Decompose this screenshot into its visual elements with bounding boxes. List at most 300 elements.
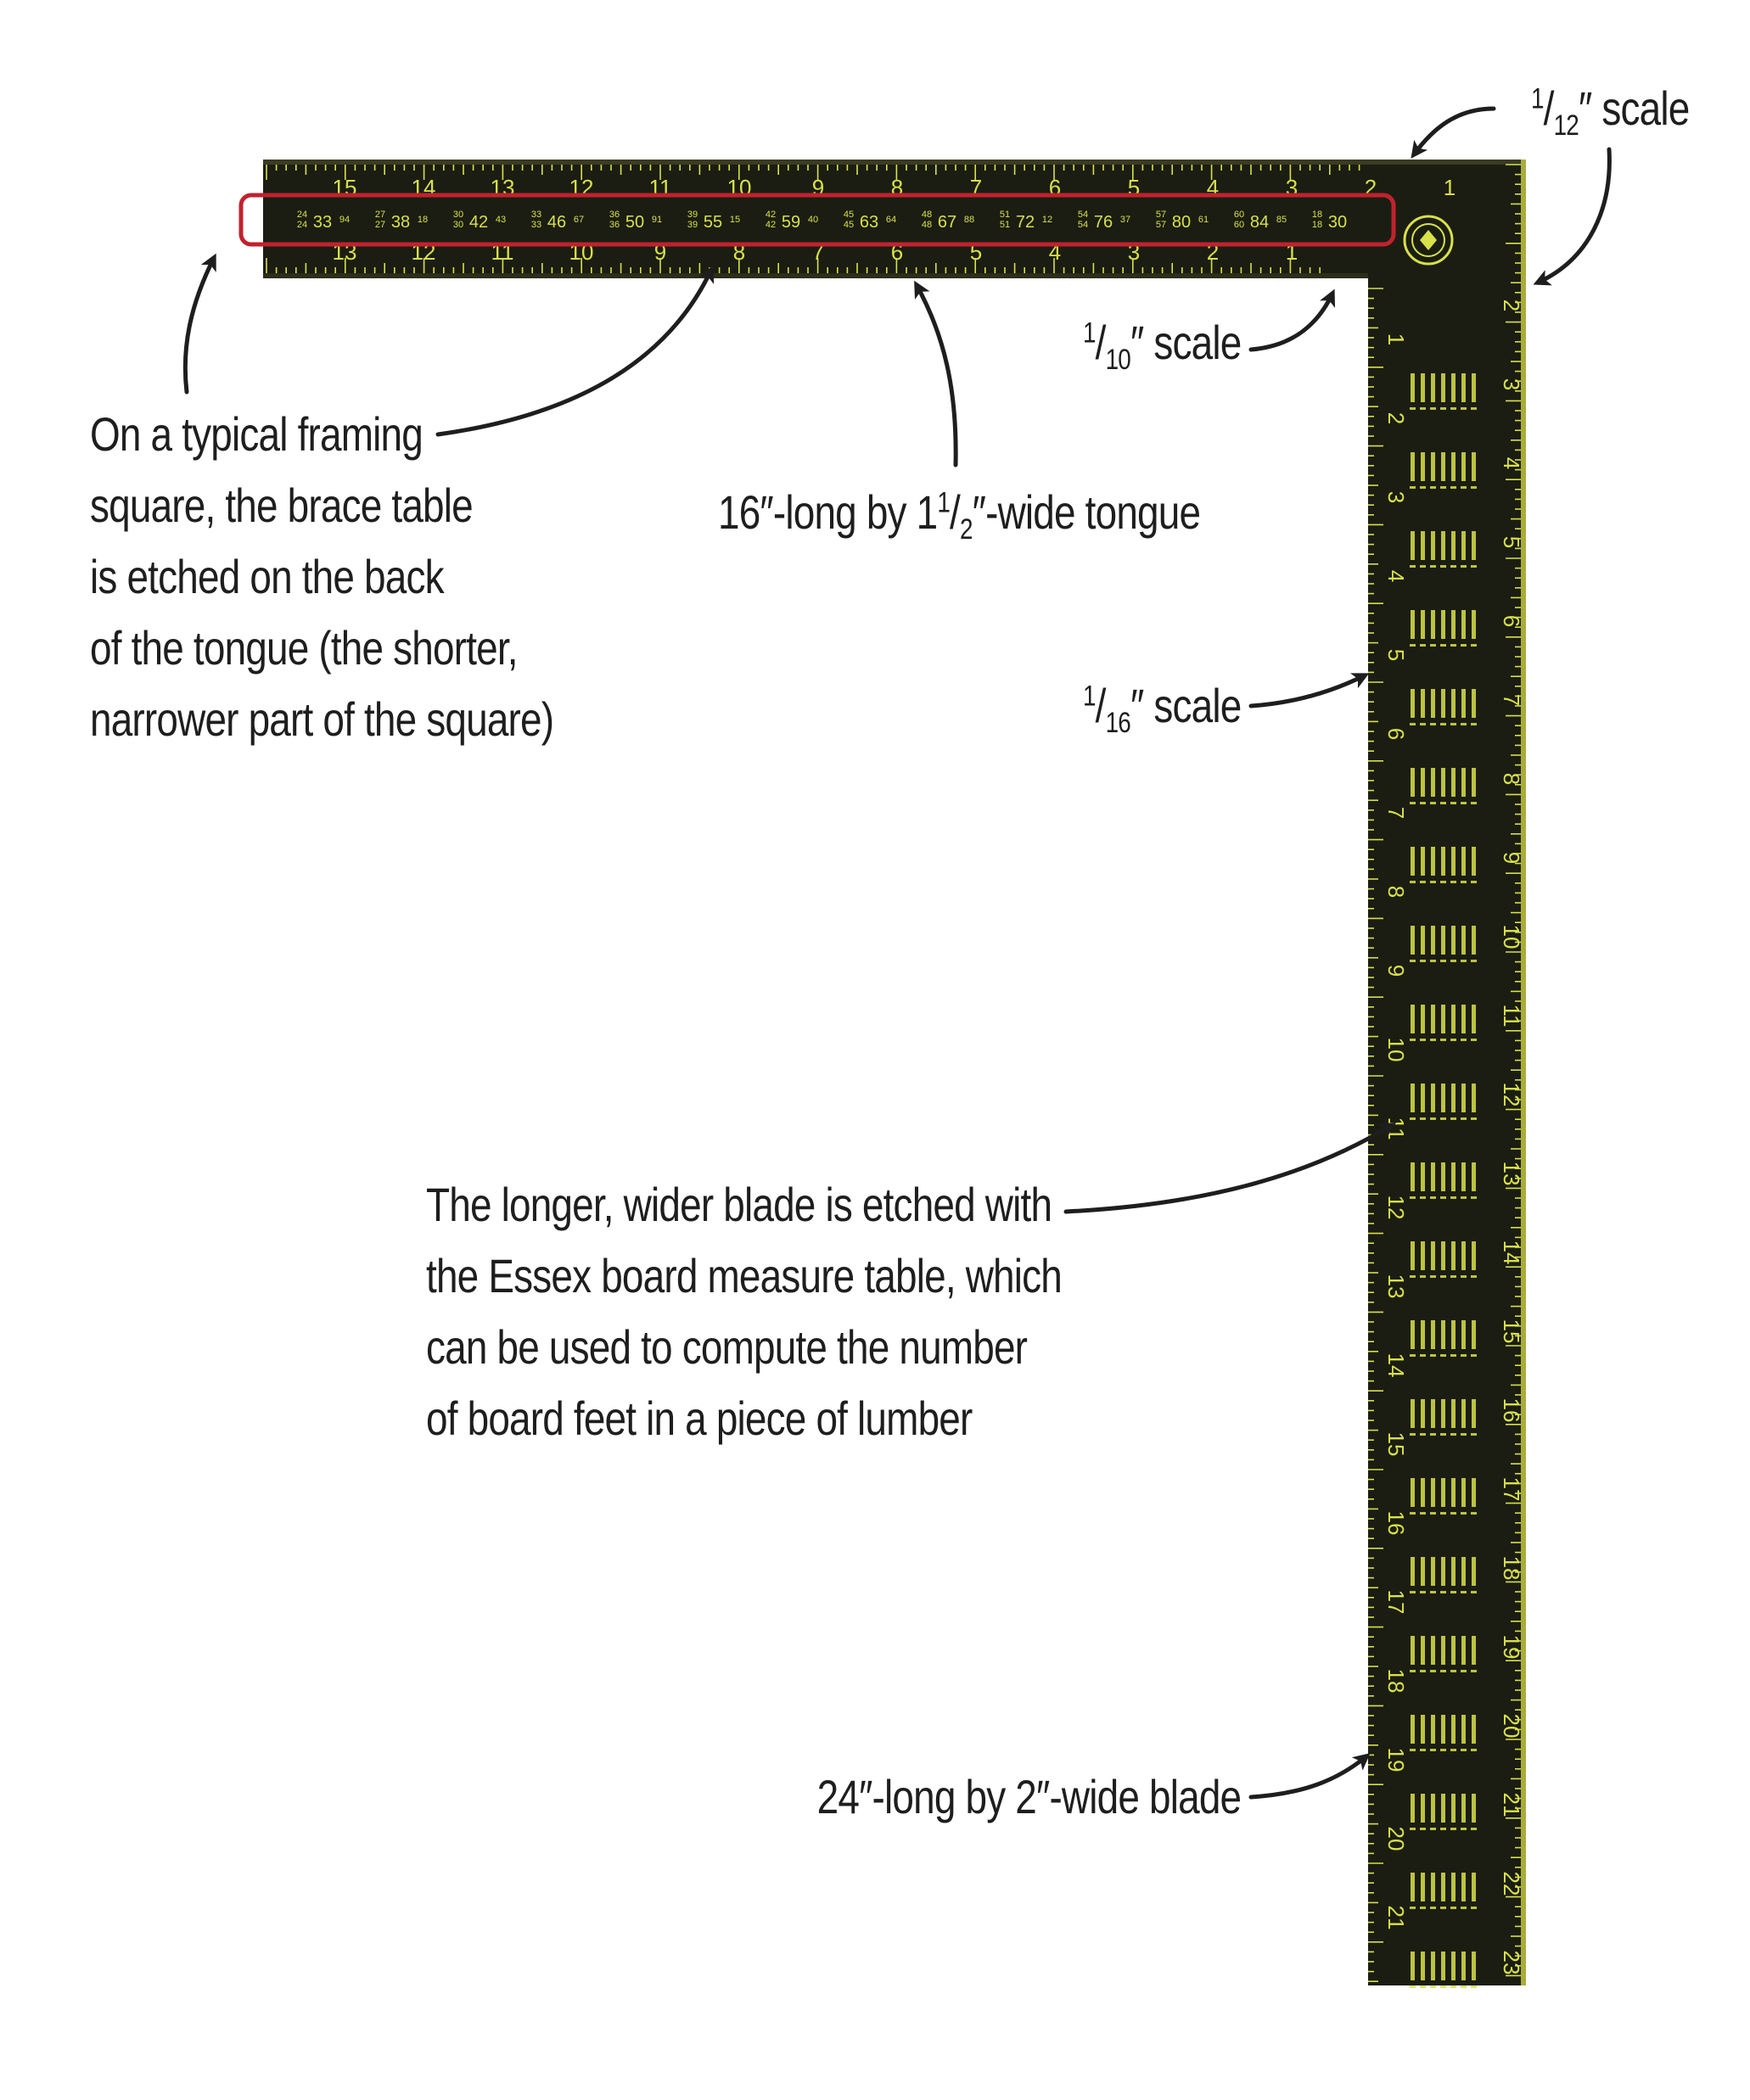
essex-table-column [1461,1320,1466,1349]
essex-table-mark [1461,1039,1467,1041]
essex-table-mark [1420,1828,1426,1830]
essex-table-column [1441,1005,1445,1033]
essex-table-column [1421,689,1425,718]
essex-table-column [1472,1241,1476,1270]
essex-table-mark [1430,1354,1436,1357]
scale-number: 12 [1499,1082,1524,1107]
brace-run: 60 [1233,220,1245,230]
scale-number: 10 [726,175,752,200]
essex-note-line: The longer, wider blade is etched with [426,1178,1052,1231]
essex-table-column [1461,689,1466,718]
essex-table-column [1421,1399,1425,1428]
essex-table-column [1472,373,1476,402]
essex-table-column [1421,926,1425,955]
essex-table-mark [1430,486,1436,489]
brace-fraction: 12 [1041,215,1053,225]
essex-table-column [1472,1873,1476,1901]
brace-run: 30 [452,220,464,230]
essex-table-mark [1461,1591,1467,1593]
essex-table-column [1461,1715,1466,1744]
essex-table-mark [1440,1354,1446,1357]
essex-table-column [1431,1162,1435,1191]
essex-table-column [1441,847,1445,876]
scale-number: 2 [1383,412,1409,425]
essex-table-mark [1471,1828,1477,1830]
brace-run: 36 [609,210,620,220]
essex-table-column [1472,1320,1476,1349]
essex-table-mark [1440,960,1446,962]
essex-table-column [1431,1952,1435,1980]
essex-table-column [1431,1794,1435,1823]
essex-table-mark [1471,1670,1477,1672]
essex-table-column [1431,1241,1435,1270]
essex-table-column [1461,1399,1466,1428]
essex-table-mark [1450,565,1456,568]
essex-table-mark [1440,723,1446,725]
essex-table-mark [1440,1828,1446,1830]
essex-table-column [1411,1557,1415,1586]
scale-number: 1 [1285,239,1298,265]
brace-run: 60 [1233,210,1245,220]
essex-table-mark [1410,723,1416,725]
essex-table-column [1411,1241,1415,1270]
brace-note-line: is etched on the back [90,550,444,603]
brace-run: 27 [374,220,386,230]
scale-number: 4 [1383,569,1409,583]
essex-table-column [1421,452,1425,481]
essex-table-mark [1471,565,1477,568]
brace-table-note [90,399,553,755]
essex-table-mark [1461,802,1467,804]
essex-table-mark [1420,1985,1426,1988]
essex-table-mark [1420,1591,1426,1593]
scale-number: 4 [1499,456,1524,470]
brace-run: 51 [999,210,1011,220]
scale-number: 9 [1383,964,1409,977]
scale-number: 16 [1383,1510,1409,1536]
scale-number: 6 [890,239,904,265]
arrow-scale-16 [1251,675,1365,706]
essex-table-column [1411,1873,1415,1901]
essex-table-column [1461,452,1466,481]
essex-table-column [1441,1794,1445,1823]
scale-number: 15 [1383,1431,1409,1457]
scale-number: 7 [969,175,983,200]
essex-table-column [1461,1557,1466,1586]
essex-table-mark [1471,1907,1477,1909]
essex-table-mark [1471,802,1477,804]
scale-number: 3 [1499,378,1524,391]
essex-table-mark [1461,644,1467,647]
essex-table-mark [1420,1907,1426,1909]
essex-table-mark [1420,881,1426,883]
essex-table-mark [1440,802,1446,804]
essex-note-line: the Essex board measure table, which [426,1249,1062,1302]
essex-table-column [1441,452,1445,481]
scale-number: 5 [969,239,983,265]
scale-number: 3 [1285,175,1298,200]
essex-table-mark [1461,881,1467,883]
essex-table-mark [1430,1591,1436,1593]
essex-table-column [1451,1636,1456,1665]
essex-table-mark [1420,960,1426,962]
arrow-brace-table [185,258,214,392]
scale-number: 7 [1383,806,1409,820]
blade-left-scale-numbers [1383,333,1409,1930]
essex-table-mark [1461,1433,1467,1436]
brace-run: 33 [530,220,542,230]
scale-number: 4 [1048,239,1062,265]
essex-table-mark [1420,802,1426,804]
essex-table-mark [1430,723,1436,725]
essex-table-column [1441,1399,1445,1428]
essex-table-column [1441,373,1445,402]
essex-table-mark [1471,1985,1477,1988]
essex-table-mark [1450,802,1456,804]
essex-table-mark [1450,881,1456,883]
essex-table-column [1472,531,1476,560]
essex-table-mark [1410,1591,1416,1593]
brace-fraction: 85 [1276,215,1287,225]
essex-table-column [1461,1636,1466,1665]
essex-table-mark [1430,565,1436,568]
essex-table-column [1441,1873,1445,1901]
essex-table-mark [1450,644,1456,647]
scale-number: 18 [1499,1555,1524,1581]
essex-table-column [1461,373,1466,402]
scale-number: 11 [648,175,672,200]
blade-body [1368,160,1526,1985]
brace-run: 51 [999,220,1011,230]
essex-table-column [1451,1715,1456,1744]
brace-run: 24 [296,210,308,220]
essex-table-mark [1430,881,1436,883]
scale-number: 13 [490,175,515,200]
essex-table-mark [1410,881,1416,883]
scale-number: 2 [1499,299,1524,312]
essex-table-mark [1440,1985,1446,1988]
scale-number: 1 [1443,175,1456,200]
essex-table-mark [1461,565,1467,568]
brace-run: 27 [374,210,386,220]
essex-table-mark [1410,960,1416,962]
scale-12-callout: $^1/_{12}''$ scale [1530,81,1689,143]
essex-table-column [1461,610,1466,639]
essex-table-column [1461,1873,1466,1901]
scale-number: 17 [1499,1476,1524,1502]
essex-table-column [1441,689,1445,718]
brace-fraction: 37 [1119,215,1131,225]
essex-table-column [1421,1162,1425,1191]
essex-table-mark [1440,1433,1446,1436]
essex-table-mark [1461,1512,1467,1515]
scale-number: 11 [491,239,514,265]
brace-note-line: of the tongue (the shorter, [90,621,518,675]
essex-table-mark [1450,1985,1456,1988]
essex-table-column [1472,1557,1476,1586]
essex-table-mark [1420,1275,1426,1278]
brace-run: 57 [1155,210,1167,220]
essex-table-column [1461,1162,1466,1191]
essex-table-mark [1410,1117,1416,1120]
scale-number: 2 [1206,239,1220,265]
brace-run: 18 [1311,220,1323,230]
essex-table-mark [1420,644,1426,647]
essex-table-column [1472,1399,1476,1428]
brace-note-line: narrower part of the square) [90,692,554,746]
essex-table-column [1451,373,1456,402]
essex-table-column [1461,1241,1466,1270]
essex-table-column [1451,847,1456,876]
scale-number: 3 [1383,490,1409,504]
essex-table-column [1472,452,1476,481]
scale-number: 12 [1383,1195,1409,1220]
brace-value: 50 [625,213,645,232]
essex-table-mark [1430,1907,1436,1909]
essex-table-column [1451,689,1456,718]
essex-table-column [1461,1952,1466,1980]
essex-table-mark [1450,1433,1456,1436]
essex-table-column [1472,689,1476,718]
essex-table-column [1411,452,1415,481]
tongue-size-callout: 16″-long by $1^1/_2''$-wide tongue [718,485,1201,546]
essex-table-column [1461,531,1466,560]
arrow-scale-12-blade [1538,149,1609,283]
brace-value: 76 [1093,213,1113,232]
essex-table-mark [1471,881,1477,883]
essex-table-mark [1410,1985,1416,1988]
scale-number: 23 [1499,1950,1524,1975]
scale-number: 10 [1383,1037,1409,1062]
brace-run: 39 [687,220,698,230]
essex-table-column [1472,1162,1476,1191]
brace-fraction: 64 [885,215,897,225]
scale-number: 20 [1383,1826,1409,1851]
scale-number: 14 [1383,1352,1409,1378]
brace-note-line: On a typical framing [90,407,423,461]
essex-table-column [1461,1794,1466,1823]
essex-table-mark [1450,723,1456,725]
essex-table-mark [1461,723,1467,725]
essex-table-mark [1440,1039,1446,1041]
essex-table-mark [1410,644,1416,647]
scale-16-callout: $^1/_{16}''$ scale [1082,679,1241,740]
essex-table-column [1411,1952,1415,1980]
scale-10-callout: $^1/_{10}''$ scale [1082,316,1241,377]
scale-number: 20 [1499,1713,1524,1739]
scale-number: 8 [732,239,746,265]
essex-table-column [1411,1162,1415,1191]
essex-table-column [1472,1084,1476,1112]
essex-table-column [1472,610,1476,639]
scale-number: 4 [1206,175,1220,200]
essex-table-mark [1420,486,1426,489]
essex-table-mark [1410,802,1416,804]
scale-number: 15 [1499,1319,1524,1344]
essex-table-column [1411,1794,1415,1823]
brace-note-line: square, the brace table [90,479,473,532]
scale-number: 6 [1499,614,1524,628]
essex-table-mark [1471,960,1477,962]
essex-table-mark [1450,1670,1456,1672]
brace-value: 30 [1327,213,1348,232]
scale-number: 19 [1499,1634,1524,1660]
essex-table-column [1431,452,1435,481]
essex-table-column [1411,1084,1415,1112]
essex-table-mark [1430,802,1436,804]
essex-table-mark [1420,1117,1426,1120]
essex-table-column [1421,1084,1425,1112]
scale-number: 9 [811,175,825,200]
brace-value: 72 [1015,213,1035,232]
essex-table-mark [1410,1749,1416,1751]
essex-table-mark [1440,1670,1446,1672]
essex-table-column [1441,1636,1445,1665]
essex-table-mark [1420,1512,1426,1515]
scale-number: 8 [890,175,904,200]
essex-table-mark [1420,1433,1426,1436]
scale-number: 3 [1127,239,1141,265]
essex-table-mark [1420,723,1426,725]
essex-table-mark [1430,1433,1436,1436]
essex-table-mark [1430,1512,1436,1515]
scale-number: 13 [1499,1161,1524,1186]
essex-table-mark [1410,1433,1416,1436]
essex-table-column [1421,610,1425,639]
essex-table-column [1472,1952,1476,1980]
essex-table-column [1431,1084,1435,1112]
essex-table-mark [1420,1749,1426,1751]
essex-table-column [1421,373,1425,402]
essex-table-mark [1471,1591,1477,1593]
scale-number: 6 [1048,175,1062,200]
scale-number: 17 [1383,1589,1409,1615]
essex-table-mark [1440,1196,1446,1199]
essex-table-mark [1430,1196,1436,1199]
essex-table-mark [1471,486,1477,489]
essex-table-mark [1450,1907,1456,1909]
arrow-scale-12-tongue [1414,109,1494,154]
essex-table-mark [1430,1275,1436,1278]
essex-table-mark [1471,1433,1477,1436]
essex-table-column [1411,1636,1415,1665]
brace-value: 67 [937,213,957,232]
manufacturer-seal-icon [1405,216,1452,264]
essex-table-column [1451,1084,1456,1112]
brace-fraction: 43 [495,215,507,225]
essex-table-column [1431,1005,1435,1033]
essex-table-mark [1461,486,1467,489]
essex-table-mark [1461,1985,1467,1988]
brace-value: 33 [312,213,333,232]
scale-number: 8 [1383,885,1409,899]
essex-table-mark [1430,1985,1436,1988]
brace-fraction: 88 [963,215,975,225]
essex-table-mark [1471,723,1477,725]
essex-table-column [1411,610,1415,639]
essex-table-mark [1450,960,1456,962]
scale-number: 14 [1499,1240,1524,1265]
essex-table-column [1472,1005,1476,1033]
brace-fraction: 61 [1198,215,1209,225]
scale-number: 10 [1499,924,1524,949]
scale-number: 11 [1383,1117,1409,1140]
essex-table-column [1451,1952,1456,1980]
essex-table-column [1441,1162,1445,1191]
essex-table-column [1421,847,1425,876]
essex-table-mark [1410,1275,1416,1278]
essex-table-mark [1450,1512,1456,1515]
essex-table-column [1461,768,1466,797]
essex-table-mark [1440,881,1446,883]
scale-number: 21 [1499,1792,1524,1817]
scale-number: 11 [1499,1004,1524,1028]
essex-table-mark [1440,1749,1446,1751]
essex-table-column [1431,1557,1435,1586]
brace-run: 45 [843,210,855,220]
essex-table-mark [1430,1670,1436,1672]
scale-number: 16 [1499,1397,1524,1423]
essex-table-column [1441,1952,1445,1980]
essex-table-mark [1450,1828,1456,1830]
essex-table-mark [1461,1907,1467,1909]
brace-value: 55 [703,213,723,232]
essex-table-column [1411,1715,1415,1744]
arrow-tongue [917,285,956,465]
scale-number: 10 [569,239,594,265]
scale-number: 13 [332,239,357,265]
brace-value: 80 [1171,213,1192,232]
essex-table-mark [1420,565,1426,568]
essex-table-mark [1420,1670,1426,1672]
scale-number: 18 [1383,1668,1409,1694]
essex-table-note [426,1169,1062,1454]
essex-table-column [1431,1715,1435,1744]
scale-number: 7 [811,239,825,265]
brace-run: 57 [1155,220,1167,230]
brace-fraction: 94 [339,215,351,225]
brace-fraction: 91 [651,215,663,225]
essex-table-mark [1471,1512,1477,1515]
arrow-blade-size [1251,1756,1366,1797]
essex-table-mark [1461,1670,1467,1672]
brace-run: 36 [609,220,620,230]
essex-table-column [1441,1241,1445,1270]
essex-table-column [1441,1715,1445,1744]
essex-table-mark [1461,1275,1467,1278]
essex-table-column [1411,1399,1415,1428]
scale-number: 13 [1383,1274,1409,1299]
essex-table-mark [1410,1512,1416,1515]
essex-table-column [1461,926,1466,955]
essex-table-mark [1450,1117,1456,1120]
essex-table-column [1421,1320,1425,1349]
essex-table-mark [1420,1196,1426,1199]
essex-table-mark [1450,1749,1456,1751]
brace-run: 42 [765,210,777,220]
essex-table-column [1472,1715,1476,1744]
essex-table-column [1421,1873,1425,1901]
essex-table-mark [1450,1275,1456,1278]
scale-number: 7 [1499,693,1524,707]
essex-table-column [1451,1478,1456,1507]
essex-table-mark [1450,1354,1456,1357]
essex-table-mark [1440,1591,1446,1593]
essex-table-column [1441,610,1445,639]
brace-run: 54 [1077,210,1089,220]
essex-table-mark [1461,407,1467,410]
essex-table-column [1451,1794,1456,1823]
